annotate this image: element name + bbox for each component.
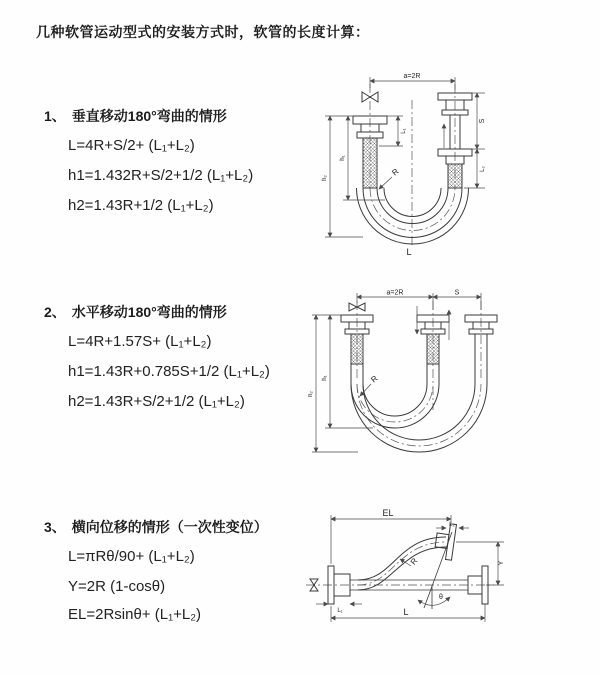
dim-l2-label: L₂ bbox=[480, 166, 486, 172]
section-3-title: 横向位移的情形（一次性变位） bbox=[71, 519, 268, 535]
middle-hose-braid bbox=[427, 334, 439, 364]
radius-label: R bbox=[390, 166, 401, 178]
radius-label: R bbox=[408, 556, 420, 567]
formula-1-h1: h1=1.432R+S/2+1/2 (L₁+L₂) bbox=[68, 167, 254, 184]
diagram-horizontal-180-bend bbox=[308, 288, 600, 460]
u-bends bbox=[351, 384, 487, 452]
left-hose-braid bbox=[351, 334, 363, 364]
dim-a2r-label: a=2R bbox=[386, 289, 404, 297]
formula-3-EL: EL=2Rsinθ+ (L₁+L₂) bbox=[68, 606, 202, 623]
section-1-title: 垂直移动180°弯曲的情形 bbox=[71, 108, 227, 124]
dim-h1-label: h₁ bbox=[340, 155, 346, 161]
radius-label: R bbox=[369, 373, 380, 385]
formula-2-h2: h2=1.43R+S/2+1/2 (L₁+L₂) bbox=[68, 393, 245, 410]
dim-el-label: EL bbox=[382, 508, 394, 518]
angle-construction bbox=[424, 532, 452, 609]
section-3-heading bbox=[44, 517, 268, 537]
dim-l1-label: L₁ bbox=[401, 128, 407, 134]
u-bend bbox=[357, 188, 469, 244]
dim-y-label: Y bbox=[498, 560, 505, 566]
dim-s-label: S bbox=[454, 289, 460, 297]
formula-2-h1: h1=1.43R+0.785S+1/2 (L₁+L₂) bbox=[68, 363, 270, 380]
dim-h2-label: h₂ bbox=[322, 175, 328, 181]
dim-l-label: L bbox=[403, 607, 409, 617]
centerlines bbox=[357, 301, 481, 446]
right-lower-flange bbox=[438, 149, 472, 164]
page-title: 几种软管运动型式的安装方式时，软管的长度计算： bbox=[36, 24, 370, 40]
section-2-title: 水平移动180°弯曲的情形 bbox=[71, 304, 227, 320]
formula-3-Y: Y=2R (1-cosθ) bbox=[68, 578, 166, 595]
diagram-vertical-180-bend bbox=[315, 70, 585, 258]
dim-h1-label: h₁ bbox=[322, 375, 328, 381]
section-2-heading bbox=[44, 302, 227, 322]
formula-1-h2: h2=1.43R+1/2 (L₁+L₂) bbox=[68, 197, 214, 214]
formula-2-L: L=4R+1.57S+ (L₁+L₂) bbox=[68, 333, 212, 350]
dim-s-label: S bbox=[479, 118, 486, 124]
formula-3-L: L=πRθ/90+ (L₁+L₂) bbox=[68, 548, 195, 565]
section-2-number: 2、 bbox=[44, 304, 66, 320]
dim-l2-label: L₂ bbox=[449, 522, 455, 528]
right-hose-braid bbox=[448, 164, 462, 188]
valve-icon bbox=[362, 92, 378, 102]
dim-l-label: L bbox=[406, 247, 412, 257]
diagram-lateral-displacement bbox=[298, 506, 600, 644]
left-hose-braid bbox=[363, 138, 377, 188]
section-3-number: 3、 bbox=[44, 519, 66, 535]
section-1-number: 1、 bbox=[44, 108, 66, 124]
dim-h2-label: h₂ bbox=[308, 391, 314, 397]
s-curve-hose bbox=[358, 537, 446, 590]
section-1-heading bbox=[44, 106, 227, 126]
dim-l1-label: L₁ bbox=[337, 608, 343, 614]
dim-a2r-label: a=2R bbox=[403, 73, 421, 80]
angle-theta-label: θ bbox=[439, 594, 443, 601]
formula-1-L: L=4R+S/2+ (L₁+L₂) bbox=[68, 137, 195, 154]
